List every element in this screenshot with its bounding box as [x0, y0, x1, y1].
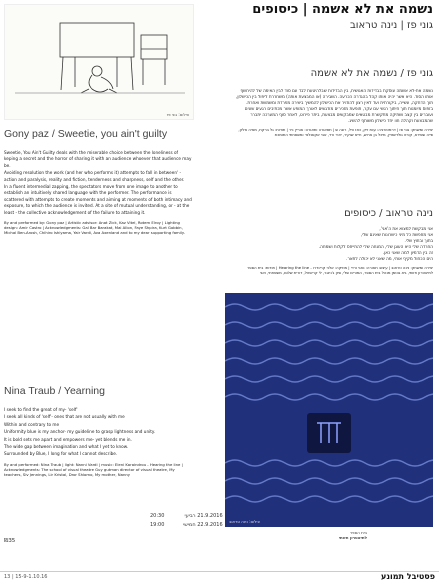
hebrew-line: הים הכחול מקיף אותי, מה שאני לא יכולה לתאר. — [346, 256, 433, 261]
schedule-date: 21.9.2016 — [197, 513, 223, 519]
schedule-row — [150, 521, 223, 530]
blue-wave-photo — [225, 293, 433, 527]
image-credit: צילום: גוני פז — [166, 112, 189, 117]
hebrew-section2-body — [233, 226, 433, 275]
hebrew-title: נשמה את לא אשמה | כיסופים — [252, 2, 433, 17]
english-line: Surrounded by Blue, I long for what I cannot describe. — [4, 451, 118, 457]
schedule-row — [150, 512, 223, 521]
hebrew-line: אני מבקשת למצוא את ה'אני', — [379, 226, 433, 231]
hebrew-line: בתוך ובחוץ שלי. — [404, 238, 433, 243]
hebrew-section1-credits: יצירה ומשחק: גוני פז | דרמטורגיה: ענת זיק, כאז וויל, רונה ש | תפאורה ותאורה: אוריין ניר | תודות: גל ברקת, מאיה אליון, פייה שפירא, קורט גולדשטיין, מיכל בן ארוש, חייא שוקיר, יאיר ורד, אבי אקסנלנד ומשפחתי התומכת — [238, 127, 433, 137]
hebrew-line: זה בין הדמיון למה שאני כאן. — [382, 250, 433, 255]
hebrew-section1-title: גוני פז / נשמה את לא אשמה — [310, 68, 433, 79]
ticket-price: ₪35 — [4, 538, 16, 544]
hebrew-section2-credits: יצירה ומשחק: נינה טראוב | עיצוב תאורה: נאני ורדי | מוזיקה: אלני קרינדרו - Hearing the line | תודות: בית הספר לתיאטרון חזותי, גיא גוטמן מנהל בית הספר, המורים שלי, סיון ג'נינגר, לי קריסטל, דורית שלום, משפחתי, ואני — [247, 265, 433, 275]
schedule-day: חמישי — [183, 522, 196, 528]
festival-logo: פסטיבל תמונע — [381, 572, 435, 581]
english-line: I seek all kinds of 'self'- ones that are not usually with me — [4, 414, 125, 420]
schedule — [150, 512, 223, 530]
sketch-illustration — [4, 4, 194, 120]
page-number: 13 | 15-9-1.10.16 — [4, 574, 48, 580]
sketch-drawing — [5, 5, 193, 119]
english-paragraph: In a fluent intermedial zapping, the spectators move from one image to another to establish an intuitively shared language with the performer. The performance is scattered with attempts to create moments and aiming at moments of both intimacy and exposure, to which the audience is invited. At a site of mutual understanding, or - at the least - the collective acknowledgement of the failure to attaining it. — [4, 184, 192, 215]
schedule-day: רביעי — [184, 513, 196, 519]
english-section1-title: Gony paz / Sweetie, you ain't guilty — [4, 128, 168, 140]
page-footer — [0, 571, 439, 584]
hebrew-paragraph: נשמה את-לא אשמה עוסקת בבדידות האנושית, בין הבדידות שבלהיטעת לבד עם סוד לבין האימה של להיחשף אותו הסוד. היא אשר יהיה אותו קהל בהגדרה הכרעה. השבירה (או המבצעת אותה) משחררת ליפול בין הכישלון, תוך הדחקה, עשייה, ביקורתית ועד לאין רצון להחזיר את הכישלון להמשיך ביצירה מפרדת ומשמשת ואחרת. — [236, 88, 433, 105]
english-section1-body — [4, 150, 192, 235]
schedule-time: 20:30 — [150, 513, 165, 519]
schedule-date: 22.9.2016 — [197, 522, 223, 528]
hebrew-line: החרדה שלי היא העוגן שלי, המנחה שלי להתייחס לקלות ושמחה. — [318, 244, 433, 249]
english-paragraph: Sweetie, You Ain't Guilty deals with the miserable choice between the loneliness of keping a secret and the horror of sharing it with an audience whoever that audience may be. — [4, 150, 192, 168]
hebrew-section1-body — [233, 88, 433, 137]
wave-pattern — [225, 293, 433, 527]
schedule-time: 19:00 — [150, 522, 165, 528]
hebrew-paragraph: בזפוס מיומנות תוך חיתוך רגשי עם עקר, תופעת מזכירים מודגשים לאורך המופע אשר מכתיבים רגעים שונים ועוברים בין קצב ושתיקה מתקשרת מבטאים שמבקשים מבצעת, ביתר פירוט, לאחר סוף המערכה יתברר שהמבצעת וקהלה חוו יחד כישלון משותף להשיג. — [244, 106, 433, 123]
english-section2-title: Nina Traub / Yearning — [4, 385, 105, 397]
english-section2-body — [4, 407, 192, 477]
hebrew-line: אני מחפשת כל מיני כישרונות שאינם שלי, — [360, 232, 433, 237]
english-line: Uniformity blue is my anchor- my guideline to grasp lightness and unity. — [4, 429, 156, 435]
hebrew-section2-title: נינה טראוב / כיסופים — [344, 208, 433, 219]
venue-logo-line: לתיאטרון חזותי — [338, 535, 367, 540]
english-line: It is bold sets me apart and empowers me- yet blends me in. — [4, 436, 132, 442]
image-credit: צילום: נינה טראוב — [229, 519, 260, 524]
venue-logo — [307, 530, 367, 540]
english-line: Within and contrary to me — [4, 421, 60, 427]
venue-logo-line: בית הספר — [349, 530, 367, 535]
english-section1-credits: By and preformed by: Gony paz | Artistic advisor: Anat Zick, Kaz Vitel, Rotem Elroy | Lighting design: Amir Castro | Acknowledgments: Gal Bar Barakat, Mai Allon, Faye Shpira, Kurt Gobbin, Michal Ben-Arosh, Chihiro Ishiyama, Yair Vardi, Ava Axenland and to my dear supporting family. — [4, 220, 185, 236]
english-paragraph: Avoiding resolution the work (and her who performs it) attempts to fall in between' - action and paralysis, reality and fiction, tenderness and sharpness, self and the other. — [4, 170, 185, 182]
english-line: The wide gap between imagination and what I yet to know. — [4, 444, 129, 450]
english-section2-credits: By and performed: Nina Traub | light: Nanni Vardi | music: Eleni Karaindrou - Hearing the line | Acknowledgments: The school of visual theatre Guy gutman director of visual theatre, My teachers, Siv Jennings, Lir Kristal, Dror Shlomo, My mother, Nanny — [4, 461, 183, 477]
english-line: I seek to find the great of my- 'self' — [4, 407, 78, 412]
hebrew-authors: גוני פז | נינה טראוב — [350, 20, 433, 31]
